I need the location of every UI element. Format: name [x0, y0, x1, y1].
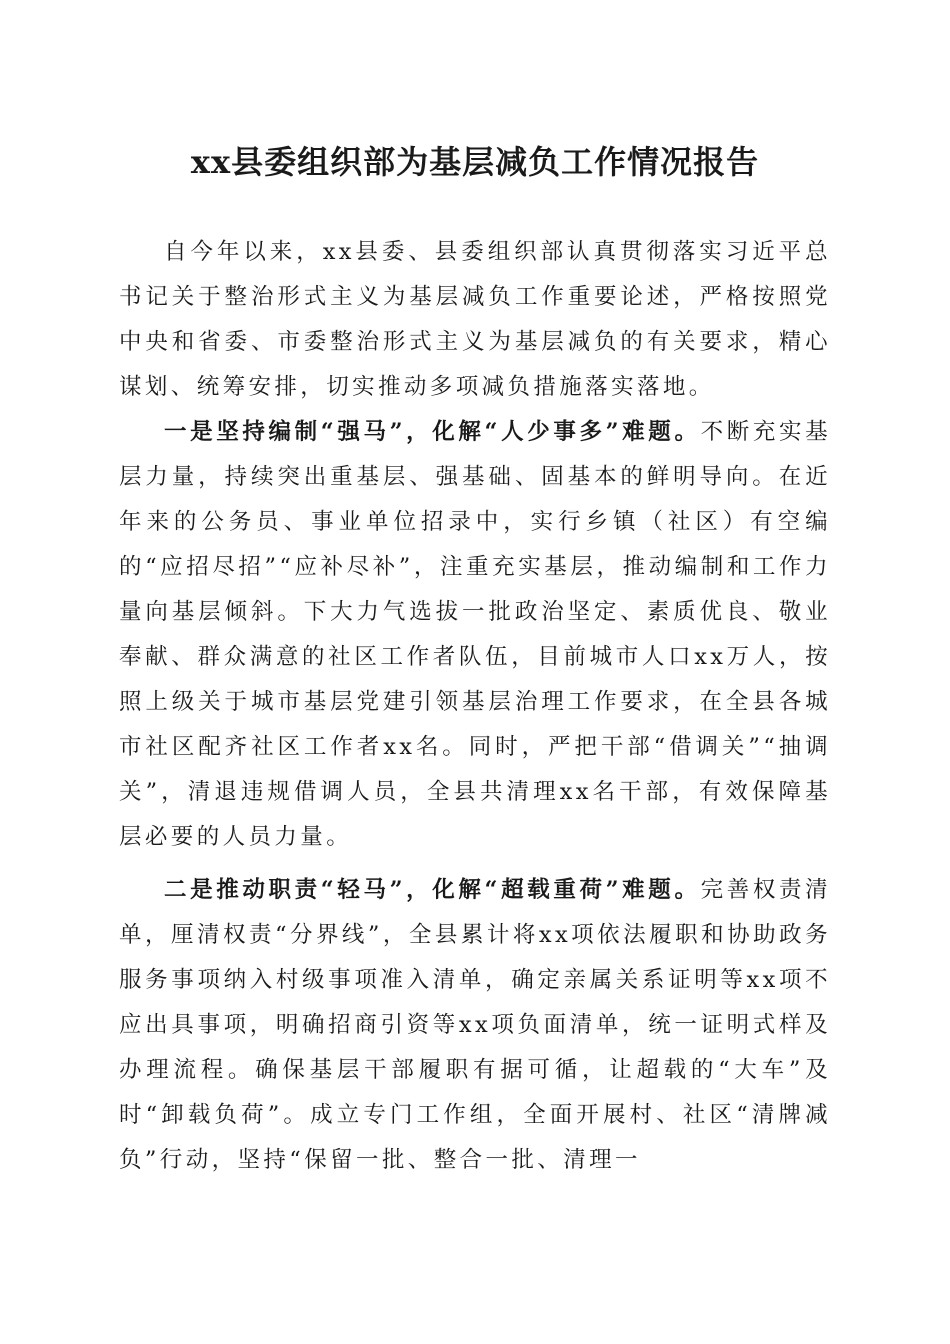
paragraph-text: 不断充实基层力量，持续突出重基层、强基础、固基本的鲜明导向。在近年来的公务员、事业单位招录中，实行乡镇（社区）有空编的“应招尽招”“应补尽补”，注重充实基层，推动编制和工作力量向基层倾斜。下大力气选拔一批政治坚定、素质优良、敬业奉献、群众满意的社区工作者队伍，目前城市人口xx万人，按照上级关于城市基层党建引领基层治理工作要求，在全县各城市社区配齐社区工作者xx名。同时，严把干部“借调关”“抽调关”，清退违规借调人员，全县共清理xx名干部，有效保障基层必要的人员力量。 [119, 419, 831, 850]
document-title: xx县委组织部为基层减负工作情况报告 [190, 143, 760, 181]
paragraph-staffing [119, 410, 831, 860]
paragraph-lead: 二是推动职责“轻马”，化解“超载重荷”难题。 [164, 877, 701, 903]
paragraph-text: 完善权责清单，厘清权责“分界线”，全县累计将xx项依法履职和协助政务服务事项纳入村级事项准入清单，确定亲属关系证明等xx项不应出具事项，明确招商引资等xx项负面清单，统一证明式样及办理流程。确保基层干部履职有据可循，让超载的“大车”及时“卸载负荷”。成立专门工作组，全面开展村、社区“清牌减负”行动，坚持“保留一批、整合一批、清理一 [119, 877, 831, 1173]
paragraph-duties [119, 868, 831, 1183]
paragraph-text: 自今年以来，xx县委、县委组织部认真贯彻落实习近平总书记关于整治形式主义为基层减负工作重要论述，严格按照党中央和省委、市委整治形式主义为基层减负的有关要求，精心谋划、统筹安排，切实推动多项减负措施落实落地。 [119, 239, 831, 400]
paragraph-lead: 一是坚持编制“强马”，化解“人少事多”难题。 [164, 419, 701, 445]
paragraph-intro [119, 230, 831, 410]
document-body [119, 230, 831, 1183]
